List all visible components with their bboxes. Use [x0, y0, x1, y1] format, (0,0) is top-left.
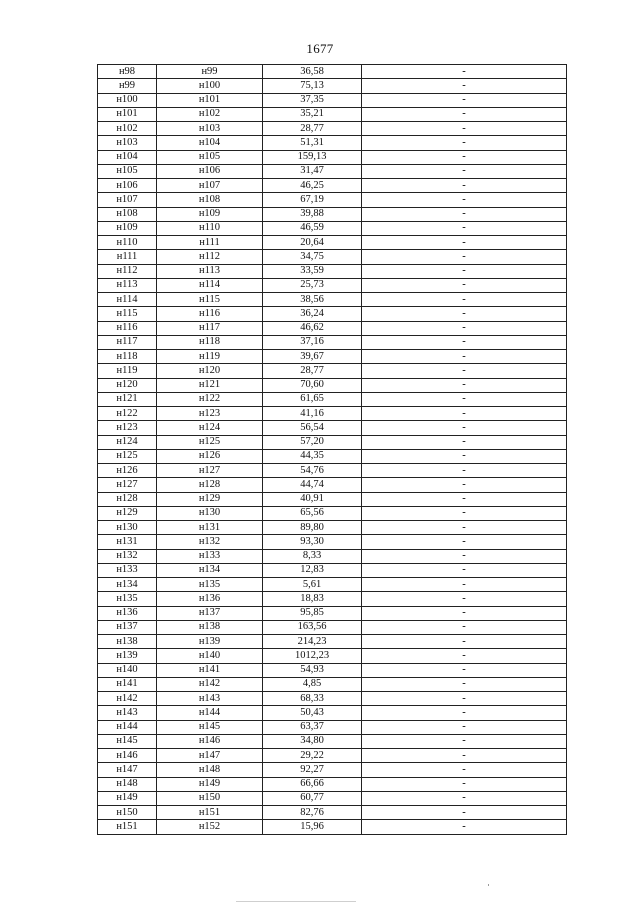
note-cell: - — [362, 677, 567, 691]
length-cell: 20,64 — [263, 236, 362, 250]
note-cell: - — [362, 777, 567, 791]
to-point-cell: н112 — [157, 250, 263, 264]
note-cell: - — [362, 535, 567, 549]
length-cell: 50,43 — [263, 706, 362, 720]
length-cell: 54,93 — [263, 663, 362, 677]
from-point-cell: н151 — [98, 820, 157, 834]
to-point-cell: н114 — [157, 278, 263, 292]
table-row — [98, 535, 567, 549]
to-point-cell: н104 — [157, 136, 263, 150]
to-point-cell: н142 — [157, 677, 263, 691]
length-cell: 70,60 — [263, 378, 362, 392]
note-cell: - — [362, 649, 567, 663]
table-row — [98, 692, 567, 706]
table-row — [98, 620, 567, 634]
to-point-cell: н131 — [157, 521, 263, 535]
note-cell: - — [362, 763, 567, 777]
note-cell: - — [362, 734, 567, 748]
to-point-cell: н140 — [157, 649, 263, 663]
length-cell: 8,33 — [263, 549, 362, 563]
table-row — [98, 791, 567, 805]
table-row — [98, 677, 567, 691]
to-point-cell: н127 — [157, 464, 263, 478]
boundary-points-table — [97, 64, 567, 835]
to-point-cell: н141 — [157, 663, 263, 677]
table-row — [98, 578, 567, 592]
from-point-cell: н143 — [98, 706, 157, 720]
from-point-cell: н122 — [98, 407, 157, 421]
to-point-cell: н139 — [157, 635, 263, 649]
note-cell: - — [362, 421, 567, 435]
table-row — [98, 107, 567, 121]
to-point-cell: н116 — [157, 307, 263, 321]
note-cell: - — [362, 620, 567, 634]
length-cell: 46,59 — [263, 221, 362, 235]
note-cell: - — [362, 720, 567, 734]
from-point-cell: н104 — [98, 150, 157, 164]
from-point-cell: н134 — [98, 578, 157, 592]
note-cell: - — [362, 578, 567, 592]
from-point-cell: н149 — [98, 791, 157, 805]
length-cell: 4,85 — [263, 677, 362, 691]
note-cell: - — [362, 563, 567, 577]
from-point-cell: н112 — [98, 264, 157, 278]
from-point-cell: н110 — [98, 236, 157, 250]
to-point-cell: н151 — [157, 806, 263, 820]
note-cell: - — [362, 407, 567, 421]
note-cell: - — [362, 435, 567, 449]
to-point-cell: н148 — [157, 763, 263, 777]
from-point-cell: н109 — [98, 221, 157, 235]
from-point-cell: н106 — [98, 179, 157, 193]
from-point-cell: н111 — [98, 250, 157, 264]
from-point-cell: н114 — [98, 293, 157, 307]
note-cell: - — [362, 521, 567, 535]
length-cell: 46,62 — [263, 321, 362, 335]
from-point-cell: н113 — [98, 278, 157, 292]
note-cell: - — [362, 278, 567, 292]
table-row — [98, 207, 567, 221]
length-cell: 65,56 — [263, 506, 362, 520]
from-point-cell: н147 — [98, 763, 157, 777]
length-cell: 61,65 — [263, 392, 362, 406]
to-point-cell: н110 — [157, 221, 263, 235]
table-row — [98, 335, 567, 349]
length-cell: 40,91 — [263, 492, 362, 506]
length-cell: 34,80 — [263, 734, 362, 748]
table-row — [98, 421, 567, 435]
table-row — [98, 720, 567, 734]
length-cell: 37,16 — [263, 335, 362, 349]
table-row — [98, 749, 567, 763]
length-cell: 214,23 — [263, 635, 362, 649]
from-point-cell: н115 — [98, 307, 157, 321]
table-row — [98, 521, 567, 535]
length-cell: 18,83 — [263, 592, 362, 606]
note-cell: - — [362, 378, 567, 392]
to-point-cell: н133 — [157, 549, 263, 563]
to-point-cell: н150 — [157, 791, 263, 805]
to-point-cell: н111 — [157, 236, 263, 250]
from-point-cell: н105 — [98, 164, 157, 178]
table-row — [98, 321, 567, 335]
note-cell: - — [362, 706, 567, 720]
table-row — [98, 307, 567, 321]
from-point-cell: н141 — [98, 677, 157, 691]
table-row — [98, 407, 567, 421]
from-point-cell: н107 — [98, 193, 157, 207]
table-row — [98, 65, 567, 79]
from-point-cell: н138 — [98, 635, 157, 649]
to-point-cell: н122 — [157, 392, 263, 406]
note-cell: - — [362, 335, 567, 349]
table-row — [98, 592, 567, 606]
to-point-cell: н123 — [157, 407, 263, 421]
to-point-cell: н132 — [157, 535, 263, 549]
length-cell: 63,37 — [263, 720, 362, 734]
note-cell: - — [362, 749, 567, 763]
note-cell: - — [362, 307, 567, 321]
to-point-cell: н138 — [157, 620, 263, 634]
to-point-cell: н103 — [157, 122, 263, 136]
from-point-cell: н121 — [98, 392, 157, 406]
note-cell: - — [362, 464, 567, 478]
from-point-cell: н145 — [98, 734, 157, 748]
table-row — [98, 150, 567, 164]
from-point-cell: н150 — [98, 806, 157, 820]
table-row — [98, 293, 567, 307]
from-point-cell: н146 — [98, 749, 157, 763]
note-cell: - — [362, 820, 567, 834]
to-point-cell: н149 — [157, 777, 263, 791]
table-row — [98, 250, 567, 264]
length-cell: 28,77 — [263, 122, 362, 136]
length-cell: 37,35 — [263, 93, 362, 107]
table-row — [98, 706, 567, 720]
from-point-cell: н116 — [98, 321, 157, 335]
length-cell: 12,83 — [263, 563, 362, 577]
from-point-cell: н118 — [98, 350, 157, 364]
to-point-cell: н134 — [157, 563, 263, 577]
to-point-cell: н135 — [157, 578, 263, 592]
length-cell: 44,35 — [263, 449, 362, 463]
note-cell: - — [362, 122, 567, 136]
table-row — [98, 734, 567, 748]
length-cell: 28,77 — [263, 364, 362, 378]
note-cell: - — [362, 449, 567, 463]
to-point-cell: н146 — [157, 734, 263, 748]
from-point-cell: н108 — [98, 207, 157, 221]
table-row — [98, 122, 567, 136]
table-row — [98, 364, 567, 378]
length-cell: 93,30 — [263, 535, 362, 549]
from-point-cell: н129 — [98, 506, 157, 520]
note-cell: - — [362, 250, 567, 264]
to-point-cell: н126 — [157, 449, 263, 463]
note-cell: - — [362, 350, 567, 364]
note-cell: - — [362, 179, 567, 193]
to-point-cell: н124 — [157, 421, 263, 435]
note-cell: - — [362, 136, 567, 150]
from-point-cell: н136 — [98, 606, 157, 620]
to-point-cell: н136 — [157, 592, 263, 606]
table-row — [98, 136, 567, 150]
from-point-cell: н131 — [98, 535, 157, 549]
length-cell: 31,47 — [263, 164, 362, 178]
to-point-cell: н102 — [157, 107, 263, 121]
length-cell: 25,73 — [263, 278, 362, 292]
scan-speck — [488, 884, 489, 886]
table-row — [98, 806, 567, 820]
table-row — [98, 478, 567, 492]
note-cell: - — [362, 492, 567, 506]
table-row — [98, 221, 567, 235]
table-row — [98, 264, 567, 278]
to-point-cell: н128 — [157, 478, 263, 492]
to-point-cell: н152 — [157, 820, 263, 834]
from-point-cell: н103 — [98, 136, 157, 150]
to-point-cell: н118 — [157, 335, 263, 349]
length-cell: 34,75 — [263, 250, 362, 264]
table-body — [98, 65, 567, 835]
table-row — [98, 663, 567, 677]
length-cell: 68,33 — [263, 692, 362, 706]
note-cell: - — [362, 321, 567, 335]
length-cell: 29,22 — [263, 749, 362, 763]
page-number: 1677 — [306, 41, 334, 56]
from-point-cell: н98 — [98, 65, 157, 79]
note-cell: - — [362, 635, 567, 649]
from-point-cell: н142 — [98, 692, 157, 706]
from-point-cell: н100 — [98, 93, 157, 107]
length-cell: 89,80 — [263, 521, 362, 535]
note-cell: - — [362, 236, 567, 250]
from-point-cell: н117 — [98, 335, 157, 349]
to-point-cell: н107 — [157, 179, 263, 193]
note-cell: - — [362, 65, 567, 79]
length-cell: 36,58 — [263, 65, 362, 79]
from-point-cell: н126 — [98, 464, 157, 478]
length-cell: 33,59 — [263, 264, 362, 278]
from-point-cell: н124 — [98, 435, 157, 449]
from-point-cell: н139 — [98, 649, 157, 663]
table-row — [98, 820, 567, 834]
length-cell: 1012,23 — [263, 649, 362, 663]
table-row — [98, 236, 567, 250]
length-cell: 36,24 — [263, 307, 362, 321]
table-row — [98, 506, 567, 520]
to-point-cell: н125 — [157, 435, 263, 449]
table-row — [98, 549, 567, 563]
table-row — [98, 635, 567, 649]
table-row — [98, 449, 567, 463]
to-point-cell: н117 — [157, 321, 263, 335]
from-point-cell: н132 — [98, 549, 157, 563]
from-point-cell: н135 — [98, 592, 157, 606]
note-cell: - — [362, 392, 567, 406]
to-point-cell: н99 — [157, 65, 263, 79]
length-cell: 35,21 — [263, 107, 362, 121]
table-row — [98, 606, 567, 620]
to-point-cell: н145 — [157, 720, 263, 734]
table-row — [98, 79, 567, 93]
to-point-cell: н120 — [157, 364, 263, 378]
note-cell: - — [362, 478, 567, 492]
note-cell: - — [362, 293, 567, 307]
note-cell: - — [362, 264, 567, 278]
length-cell: 41,16 — [263, 407, 362, 421]
to-point-cell: н100 — [157, 79, 263, 93]
table-row — [98, 563, 567, 577]
from-point-cell: н101 — [98, 107, 157, 121]
note-cell: - — [362, 93, 567, 107]
to-point-cell: н129 — [157, 492, 263, 506]
length-cell: 67,19 — [263, 193, 362, 207]
to-point-cell: н113 — [157, 264, 263, 278]
length-cell: 38,56 — [263, 293, 362, 307]
table-row — [98, 492, 567, 506]
length-cell: 44,74 — [263, 478, 362, 492]
table-row — [98, 378, 567, 392]
length-cell: 60,77 — [263, 791, 362, 805]
table-row — [98, 435, 567, 449]
length-cell: 163,56 — [263, 620, 362, 634]
note-cell: - — [362, 806, 567, 820]
length-cell: 51,31 — [263, 136, 362, 150]
length-cell: 92,27 — [263, 763, 362, 777]
to-point-cell: н105 — [157, 150, 263, 164]
to-point-cell: н121 — [157, 378, 263, 392]
note-cell: - — [362, 150, 567, 164]
to-point-cell: н147 — [157, 749, 263, 763]
length-cell: 57,20 — [263, 435, 362, 449]
table-row — [98, 763, 567, 777]
note-cell: - — [362, 663, 567, 677]
table-row — [98, 278, 567, 292]
from-point-cell: н128 — [98, 492, 157, 506]
to-point-cell: н115 — [157, 293, 263, 307]
table-row — [98, 193, 567, 207]
length-cell: 75,13 — [263, 79, 362, 93]
note-cell: - — [362, 207, 567, 221]
to-point-cell: н108 — [157, 193, 263, 207]
note-cell: - — [362, 506, 567, 520]
length-cell: 82,76 — [263, 806, 362, 820]
table-row — [98, 649, 567, 663]
table-row — [98, 93, 567, 107]
note-cell: - — [362, 364, 567, 378]
scan-speck — [236, 901, 356, 902]
to-point-cell: н137 — [157, 606, 263, 620]
from-point-cell: н99 — [98, 79, 157, 93]
length-cell: 39,88 — [263, 207, 362, 221]
note-cell: - — [362, 606, 567, 620]
to-point-cell: н119 — [157, 350, 263, 364]
note-cell: - — [362, 193, 567, 207]
from-point-cell: н123 — [98, 421, 157, 435]
from-point-cell: н120 — [98, 378, 157, 392]
table-row — [98, 179, 567, 193]
to-point-cell: н144 — [157, 706, 263, 720]
table-row — [98, 464, 567, 478]
from-point-cell: н102 — [98, 122, 157, 136]
note-cell: - — [362, 549, 567, 563]
length-cell: 95,85 — [263, 606, 362, 620]
length-cell: 15,96 — [263, 820, 362, 834]
length-cell: 46,25 — [263, 179, 362, 193]
from-point-cell: н137 — [98, 620, 157, 634]
table-row — [98, 392, 567, 406]
length-cell: 54,76 — [263, 464, 362, 478]
length-cell: 159,13 — [263, 150, 362, 164]
table-row — [98, 164, 567, 178]
from-point-cell: н119 — [98, 364, 157, 378]
note-cell: - — [362, 221, 567, 235]
table-row — [98, 777, 567, 791]
note-cell: - — [362, 791, 567, 805]
to-point-cell: н143 — [157, 692, 263, 706]
from-point-cell: н125 — [98, 449, 157, 463]
note-cell: - — [362, 107, 567, 121]
from-point-cell: н144 — [98, 720, 157, 734]
length-cell: 66,66 — [263, 777, 362, 791]
from-point-cell: н133 — [98, 563, 157, 577]
to-point-cell: н106 — [157, 164, 263, 178]
from-point-cell: н148 — [98, 777, 157, 791]
length-cell: 5,61 — [263, 578, 362, 592]
note-cell: - — [362, 692, 567, 706]
to-point-cell: н109 — [157, 207, 263, 221]
from-point-cell: н127 — [98, 478, 157, 492]
from-point-cell: н140 — [98, 663, 157, 677]
to-point-cell: н130 — [157, 506, 263, 520]
table-row — [98, 350, 567, 364]
note-cell: - — [362, 79, 567, 93]
note-cell: - — [362, 592, 567, 606]
note-cell: - — [362, 164, 567, 178]
length-cell: 39,67 — [263, 350, 362, 364]
length-cell: 56,54 — [263, 421, 362, 435]
to-point-cell: н101 — [157, 93, 263, 107]
from-point-cell: н130 — [98, 521, 157, 535]
